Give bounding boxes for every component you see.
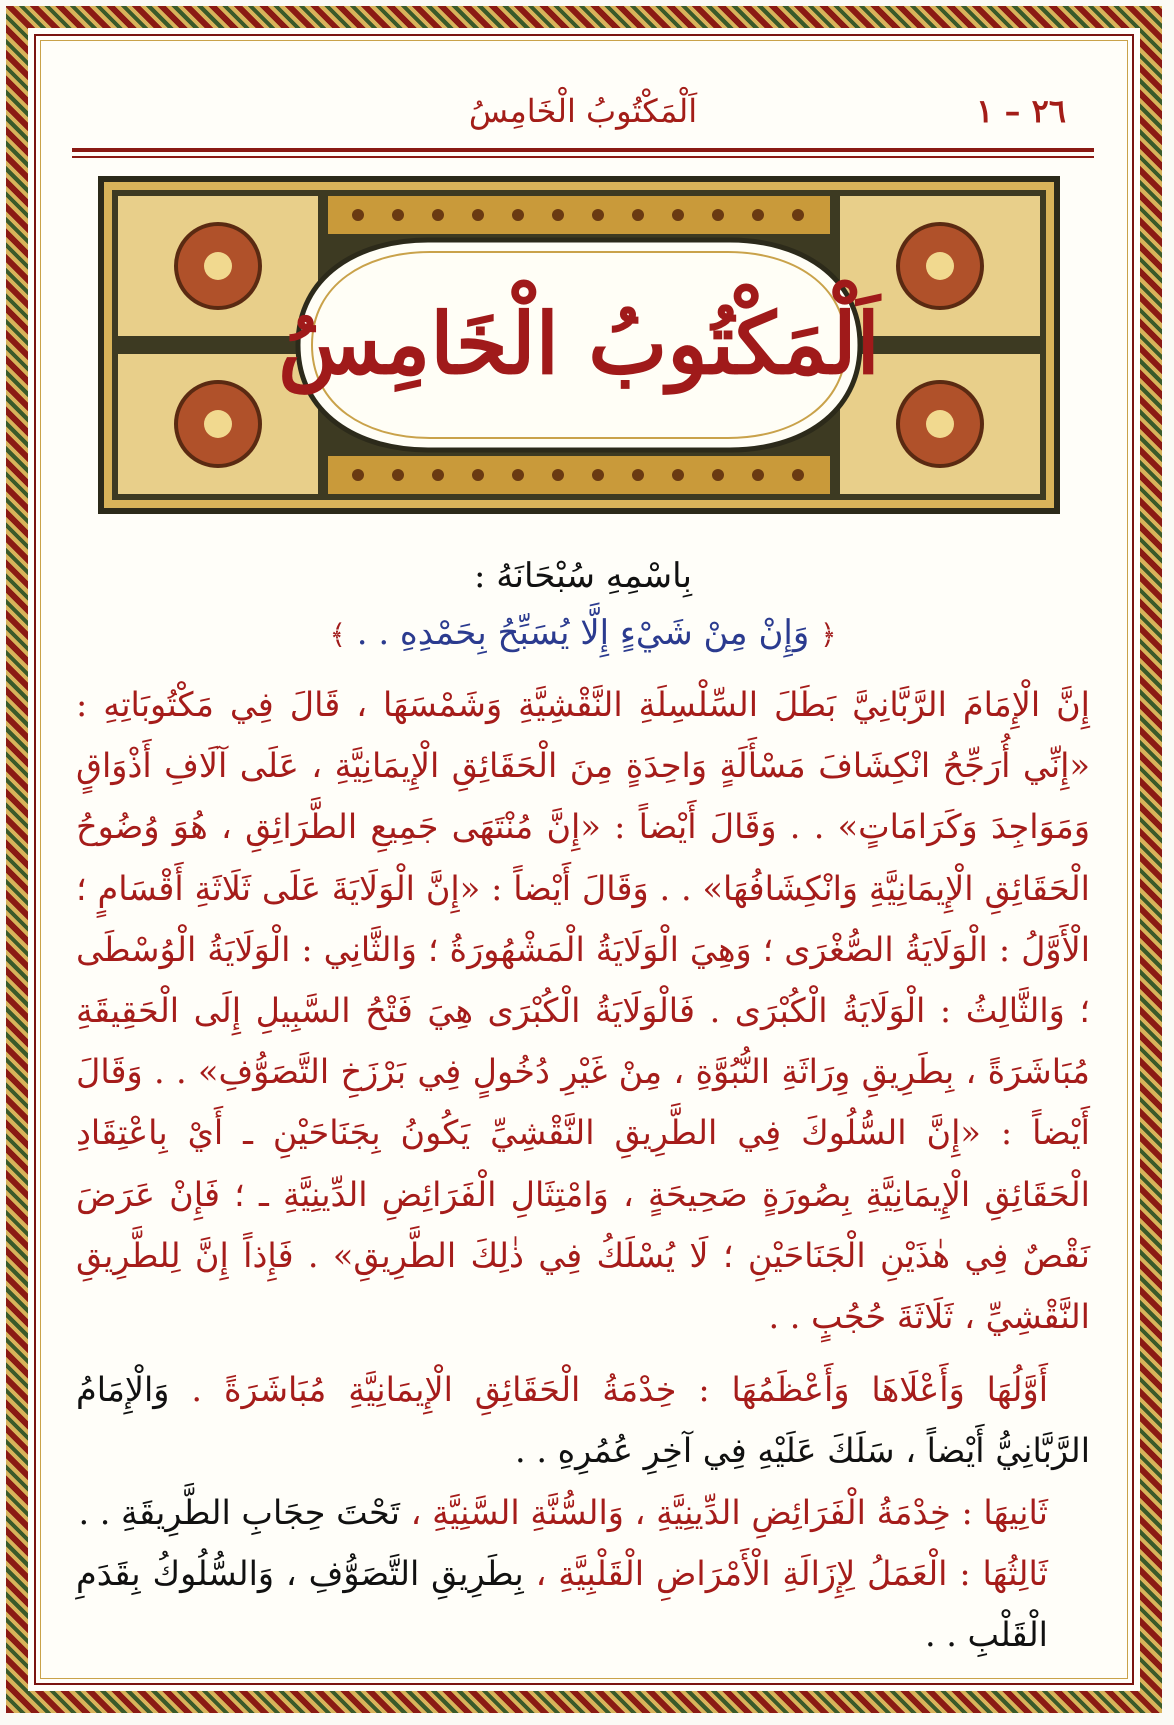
header-rule [72,148,1094,152]
first-veil-text: وَالْإِمَامُ الرَّبَّانِيُّ أَيْضاً ، سَلَكَ عَلَيْهِ فِي آخِرِ عُمُرِهِ . . [76,1370,1090,1471]
third-veil [76,1543,1090,1665]
first-veil [76,1359,1090,1481]
verse-bracket-open: ﴿ [820,618,837,651]
second-veil-text: تَحْتَ حِجَابِ الطَّرِيقَةِ . . [78,1492,400,1532]
header-rule-thin [72,156,1094,158]
main-paragraph: إِنَّ الْإِمَامَ الرَّبَّانِيَّ بَطَلَ السِّلْسِلَةِ النَّقْشِيَّةِ وَشَمْسَهَا ، قَالَ فِي مَكْتُوبَاتِهِ : «إِنِّي أُرَجِّحُ انْكِشَافَ مَسْأَلَةٍ وَاحِدَةٍ مِنَ الْحَقَائِقِ الْإِيمَانِيَّةِ ، عَلَى آلَافِ أَذْوَاقٍ وَمَوَاجِدَ وَكَرَامَاتٍ» . . وَقَالَ أَيْضاً : «إِنَّ مُنْتَهَى جَمِيعِ الطَّرَائِقِ ، هُوَ وُضُوحُ الْحَقَائِقِ الْإِيمَانِيَّةِ وَانْكِشَافُهَا» . . وَقَالَ أَيْضاً : «إِنَّ الْوَلَايَةَ عَلَى ثَلَاثَةِ أَقْسَامٍ ؛ الْأَوَّلُ : الْوَلَايَةُ الصُّغْرَى ؛ وَهِيَ الْوَلَايَةُ الْمَشْهُورَةُ ؛ وَالثَّانِي : الْوَلَايَةُ الْوُسْطَى ؛ وَالثَّالِثُ : الْوَلَايَةُ الْكُبْرَى . فَالْوَلَايَةُ الْكُبْرَى هِيَ فَتْحُ السَّبِيلِ إِلَى الْحَقِيقَةِ مُبَاشَرَةً ، بِطَرِيقِ وِرَاثَةِ النُّبُوَّةِ ، مِنْ غَيْرِ دُخُولٍ فِي بَرْزَخِ التَّصَوُّفِ» . . وَقَالَ أَيْضاً : «إِنَّ السُّلُوكَ فِي الطَّرِيقِ النَّقْشِيِّ يَكُونُ بِجَنَاحَيْنِ ـ أَيْ بِاعْتِقَادِ الْحَقَائِقِ الْإِيمَانِيَّةِ بِصُورَةٍ صَحِيحَةٍ ، وَامْتِثَالِ الْفَرَائِضِ الدِّينِيَّةِ ـ ؛ فَإِنْ عَرَضَ نَقْصٌ فِي هٰذَيْنِ الْجَنَاحَيْنِ ؛ لَا يُسْلَكُ فِي ذٰلِكَ الطَّرِيقِ» . فَإِذاً إِنَّ لِلطَّرِيقِ النَّقْشِيِّ ، ثَلَاثَةَ حُجُبٍ . . [76,685,1090,1337]
verse-text: وَإِنْ مِنْ شَيْءٍ إِلَّا يُسَبِّحُ بِحَمْدِهِ . . [356,613,810,653]
third-veil-heading: ثَالِثُهَا : الْعَمَلُ لِإِزَالَةِ الْأَمْرَاضِ الْقَلْبِيَّةِ ، [535,1553,1048,1593]
page-number: ٢٦ – ١ [976,92,1066,130]
running-title: اَلْمَكْتُوبُ الْخَامِسُ [468,92,698,130]
title-cartouche [98,176,1060,514]
third-veil-text: بِطَرِيقِ التَّصَوُّفِ ، وَالسُّلُوكُ بِقَدَمِ الْقَلْبِ . . [76,1553,1048,1655]
first-veil-heading: أَوَّلُهَا وَأَعْلَاهَا وَأَعْظَمُهَا : خِدْمَةُ الْحَقَائِقِ الْإِيمَانِيَّةِ مُبَاشَرَةً . [191,1370,1048,1410]
chapter-title: اَلْمَكْتُوبُ الْخَامِسُ [278,294,880,393]
running-header [72,88,1094,138]
second-veil [76,1482,1090,1543]
quran-verse [76,604,1090,664]
basmala: بِاسْمِهِ سُبْحَانَهُ : [473,556,692,596]
second-veil-heading: ثَانِيهَا : خِدْمَةُ الْفَرَائِضِ الدِّينِيَّةِ ، وَالسُّنَّةِ السَّنِيَّةِ ، [410,1492,1048,1532]
main-text [76,548,1090,1665]
verse-bracket-close: ﴾ [329,618,346,651]
